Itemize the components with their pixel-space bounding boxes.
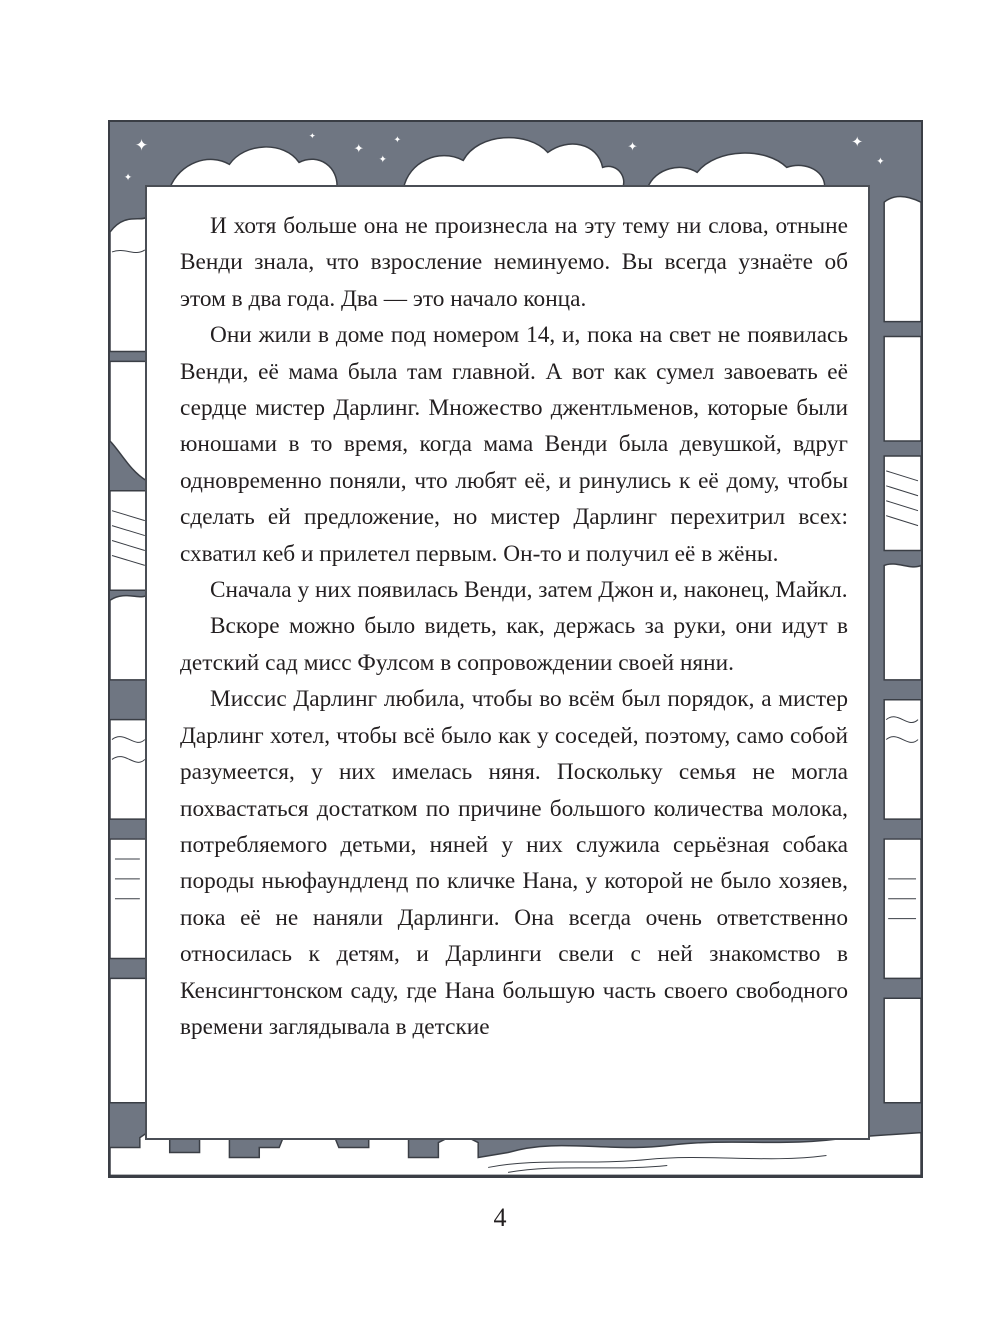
svg-text:✦: ✦ (123, 172, 133, 184)
svg-text:✦: ✦ (353, 141, 364, 156)
page-number: 4 (493, 1203, 507, 1232)
svg-text:✦: ✦ (393, 135, 402, 146)
paragraph: Они жили в доме под номером 14, и, пока на свет не появилась Венди, её мама была там главной. А вот как сумел завоевать её сердце мистер Дарлинг. Множество джентльменов, которые были юношами в то время, когда мама Венди была девушкой, вдруг одновременно поняли, что любят её, и ринулись к её дому, чтобы сделать ей предложение, но мистер Дарлинг перехитрил всех: схватил кеб и прилетел первым. Он-то и получил её в жёны. (180, 322, 848, 567)
svg-text:✦: ✦ (309, 131, 316, 141)
top-clouds (170, 138, 825, 189)
svg-text:✦: ✦ (627, 139, 638, 154)
svg-text:✦: ✦ (851, 134, 864, 151)
right-landscape (884, 196, 921, 1102)
svg-text:✦: ✦ (378, 154, 388, 166)
paragraph: Миссис Дарлинг любила, чтобы во всём был порядок, а мистер Дарлинг хотел, чтобы всё было как у соседей, поэтому, само собой разумеется, у них имелась няня. Поскольку семья не могла похвастаться достатком по причине большого количества молока, потребляемого детьми, няней у них служила серьёзная собака породы ньюфаундленд по кличке Нана, у которой не было хозяев, пока её не наняли Дарлинги. Она всегда очень ответственно относилась к детям, и Дарлинги свели с ней знакомство в Кенсингтонском саду, где Нана большую часть своего свободного времени заглядывала в детские (180, 686, 848, 1040)
svg-text:✦: ✦ (134, 135, 149, 155)
paragraph: Сначала у них появилась Венди, затем Джон и, наконец, Майкл. (210, 577, 848, 604)
svg-text:✦: ✦ (562, 173, 570, 183)
svg-text:✦: ✦ (876, 156, 885, 168)
body-text (180, 208, 848, 1045)
paragraph: И хотя больше она не произнесла на эту тему ни слова, отныне Венди знала, что взросление неминуемо. Вы всегда узнаёте об этом в два года. Два — это начало конца. (180, 213, 848, 312)
left-landscape (110, 217, 147, 1103)
paragraph: Вскоре можно было видеть, как, держась за руки, они идут в детский сад мисс Фулсом в сопровождении своей няни. (180, 613, 848, 676)
